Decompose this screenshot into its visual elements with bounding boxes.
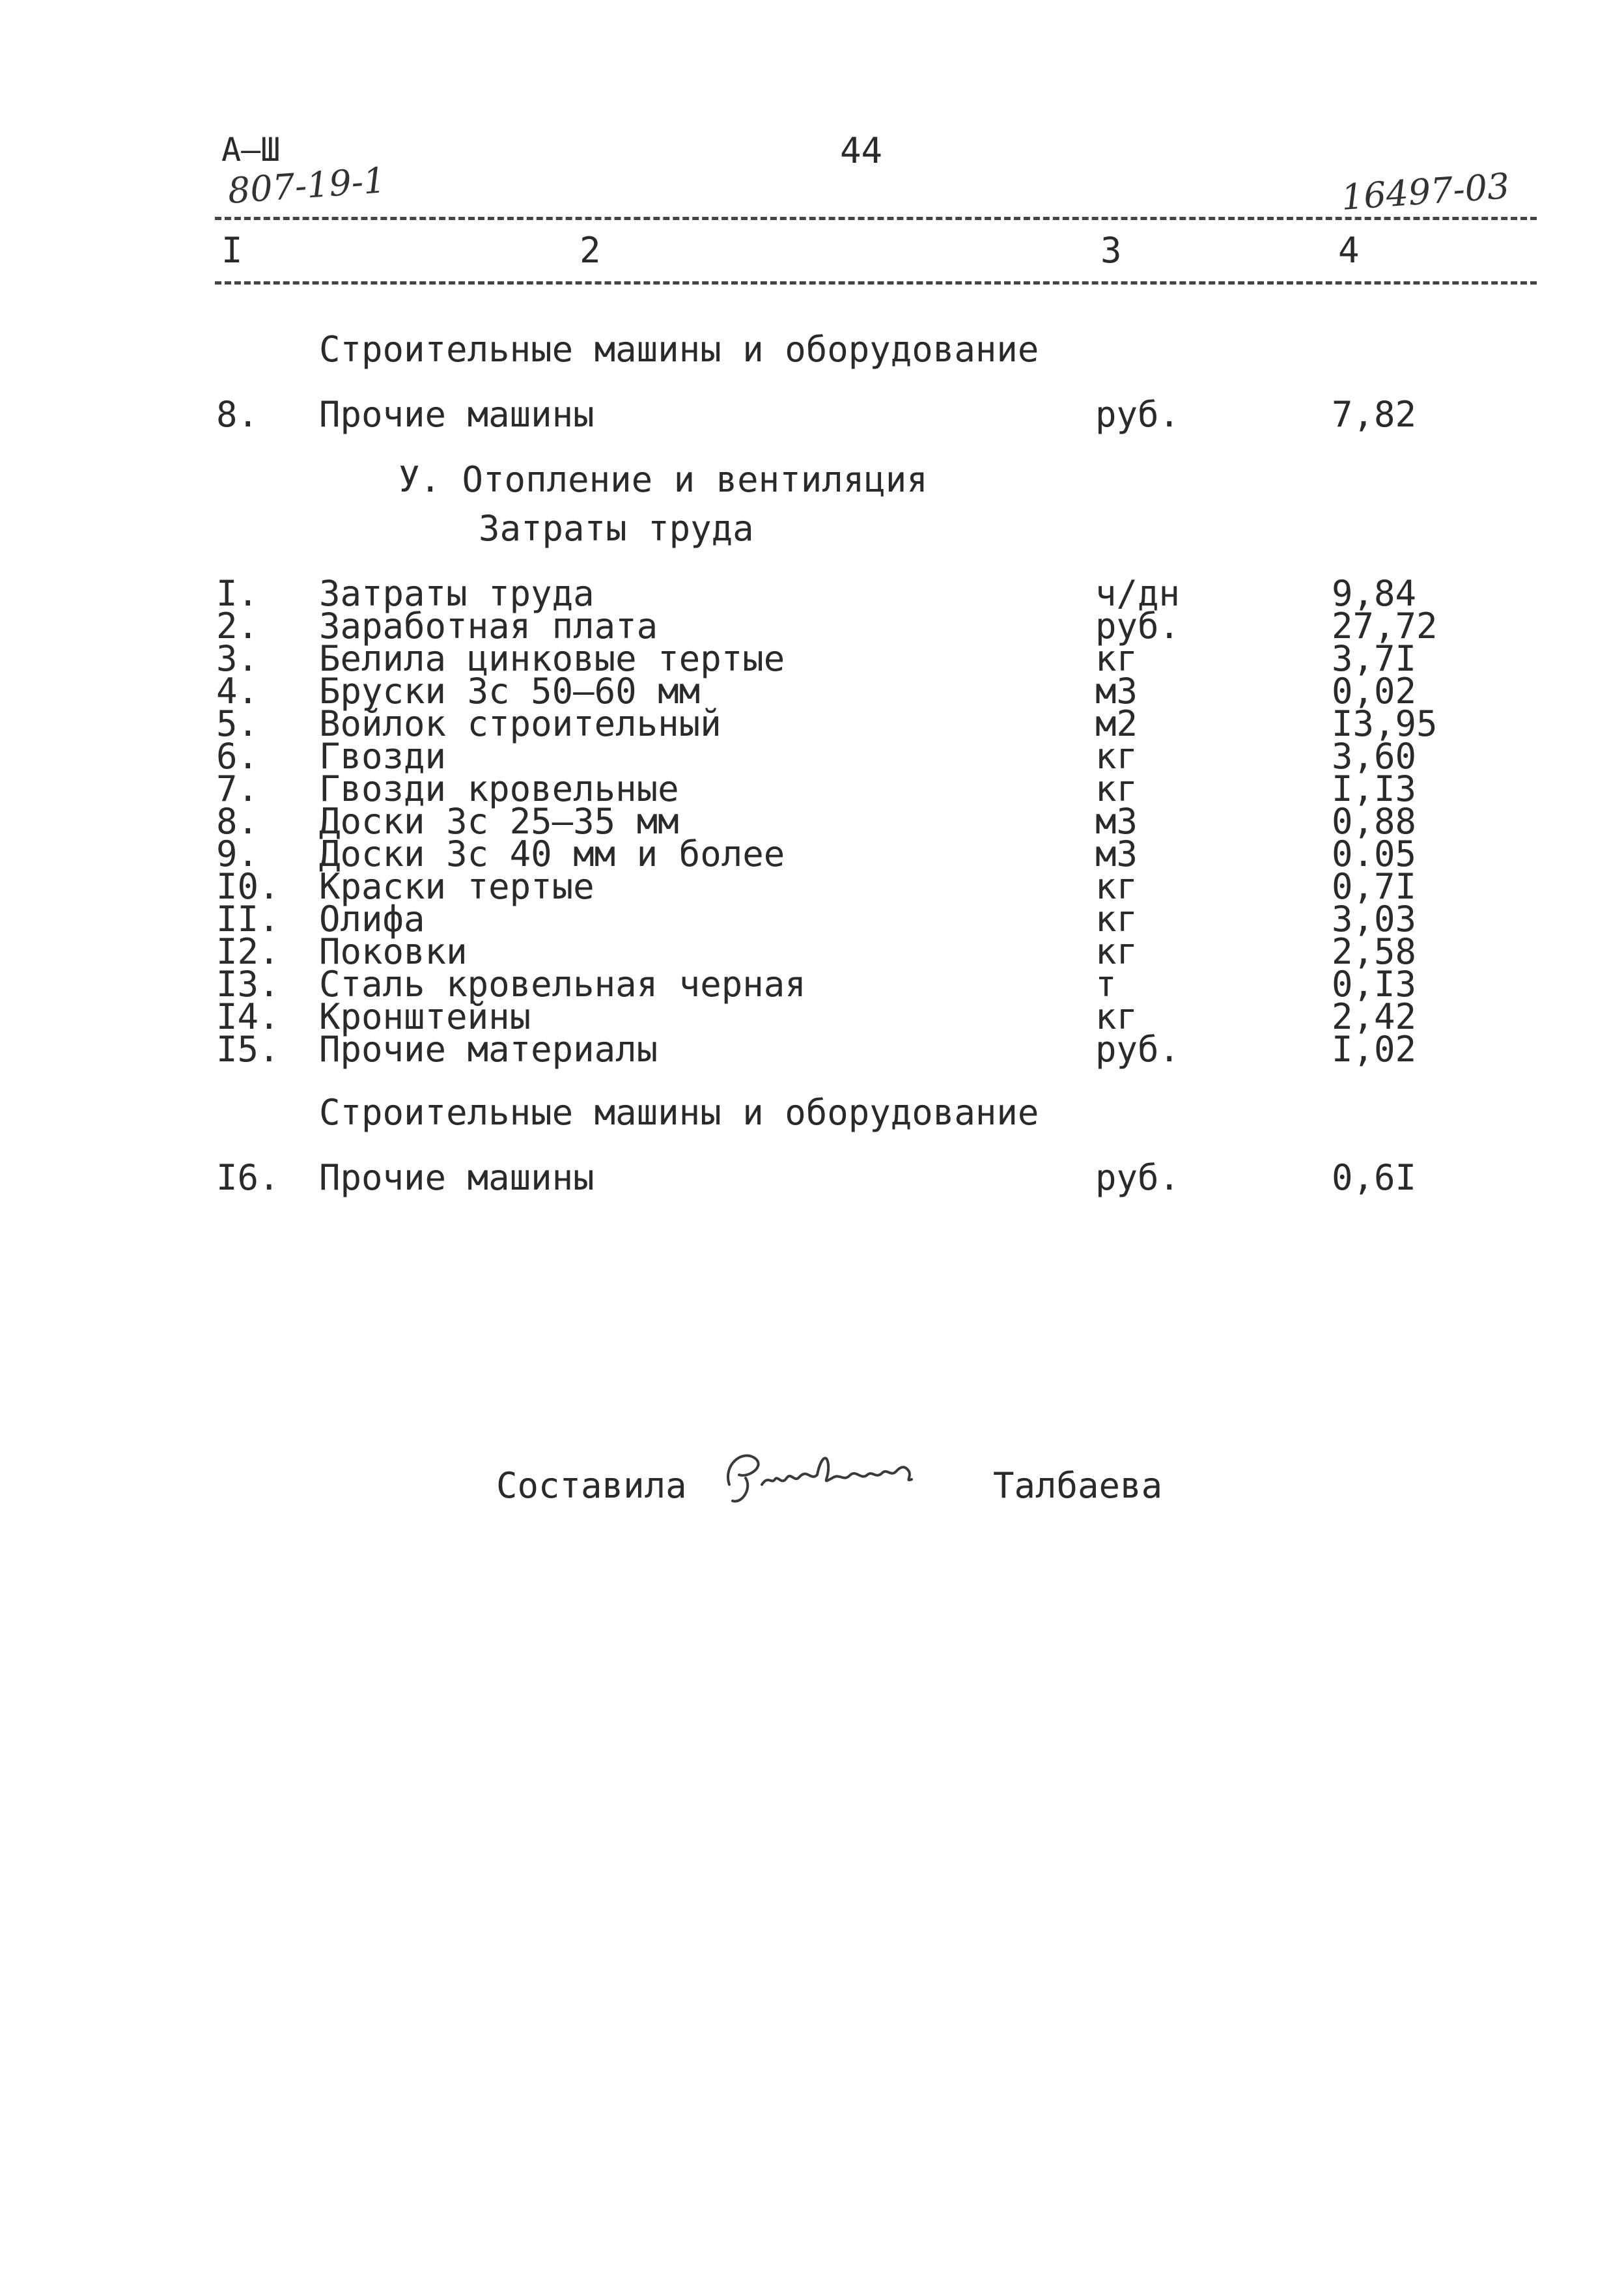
row-value: 0,88 [1332, 801, 1417, 842]
row-unit: кг [1095, 768, 1138, 809]
row-name: Поковки [319, 931, 468, 972]
row-name: Краски тертые [319, 866, 595, 907]
row-value: 0,I3 [1332, 964, 1417, 1005]
row-name: Прочие материалы [319, 1029, 658, 1070]
compiled-by-label: Составила [496, 1465, 687, 1506]
row-unit: руб. [1095, 394, 1181, 435]
row-value: 0,7I [1332, 866, 1417, 907]
row-unit: кг [1095, 866, 1138, 907]
table-row [0, 736, 1624, 777]
table-row [0, 866, 1624, 907]
row-number: 4. [216, 671, 259, 712]
row-unit: кг [1095, 931, 1138, 972]
column-header-2: 2 [580, 230, 601, 271]
row-name: Доски 3с 25–35 мм [319, 801, 679, 842]
row-number: 2. [216, 606, 259, 647]
column-header-4: 4 [1338, 230, 1360, 271]
table-row [0, 671, 1624, 712]
row-value: I,I3 [1332, 768, 1417, 809]
row-value: 9,84 [1332, 573, 1417, 614]
table-row [0, 833, 1624, 874]
table-row [0, 964, 1624, 1005]
row-number: 8. [216, 394, 259, 435]
row-number: I2. [216, 931, 280, 972]
row-name: Доски 3с 40 мм и более [319, 833, 785, 874]
row-name: Затраты труда [319, 573, 595, 614]
row-unit: т [1095, 964, 1117, 1005]
row-number: 6. [216, 736, 259, 777]
row-unit: кг [1095, 736, 1138, 777]
table-row [0, 703, 1624, 744]
row-unit: руб. [1095, 1157, 1181, 1198]
row-unit: руб. [1095, 606, 1181, 647]
row-name: Гвозди [319, 736, 447, 777]
row-number: II. [216, 899, 280, 940]
section-title-heating: У. Отопление и вентиляция [399, 459, 928, 500]
row-number: I3. [216, 964, 280, 1005]
row-value: 27,72 [1332, 606, 1438, 647]
row-unit: руб. [1095, 1029, 1181, 1070]
row-value: I3,95 [1332, 703, 1438, 744]
handwritten-inventory-number: 16497-03 [1339, 165, 1511, 218]
row-number: I. [216, 573, 259, 614]
row-unit: кг [1095, 996, 1138, 1037]
row-number: 5. [216, 703, 259, 744]
row-unit: кг [1095, 899, 1138, 940]
column-header-3: 3 [1100, 230, 1122, 271]
table-row [0, 931, 1624, 972]
section-subtitle-labor: Затраты труда [479, 508, 754, 549]
row-name: Заработная плата [319, 606, 658, 647]
row-name: Войлок строительный [319, 703, 721, 744]
header-bottom-divider [215, 281, 1537, 285]
row-name: Сталь кровельная черная [319, 964, 806, 1005]
row-number: I6. [216, 1157, 280, 1198]
table-row [0, 573, 1624, 614]
row-value: 7,82 [1332, 394, 1417, 435]
row-value: 3,60 [1332, 736, 1417, 777]
row-number: I5. [216, 1029, 280, 1070]
handwritten-series-number: 807-19-1 [226, 160, 387, 212]
row-name: Белила цинковые тертые [319, 638, 785, 679]
table-row [0, 606, 1624, 647]
row-unit: кг [1095, 638, 1138, 679]
row-value: I,02 [1332, 1029, 1417, 1070]
row-value: 0.05 [1332, 833, 1417, 874]
table-row [0, 1029, 1624, 1070]
row-name: Олифа [319, 899, 425, 940]
row-number: I4. [216, 996, 280, 1037]
row-name: Прочие машины [319, 1157, 595, 1198]
row-number: 3. [216, 638, 259, 679]
table-row [0, 899, 1624, 940]
compiler-name: Талбаева [993, 1465, 1163, 1506]
table-row [0, 801, 1624, 842]
row-value: 0,6I [1332, 1157, 1417, 1198]
row-number: 9. [216, 833, 259, 874]
handwritten-signature [716, 1439, 938, 1517]
row-number: I0. [216, 866, 280, 907]
row-value: 3,7I [1332, 638, 1417, 679]
table-row [0, 1157, 1624, 1198]
column-header-1: I [221, 230, 243, 271]
header-top-divider [215, 217, 1537, 220]
row-unit: м3 [1095, 833, 1138, 874]
row-value: 3,03 [1332, 899, 1417, 940]
row-value: 0,02 [1332, 671, 1417, 712]
row-number: 8. [216, 801, 259, 842]
table-row [0, 768, 1624, 809]
row-value: 2,42 [1332, 996, 1417, 1037]
row-unit: м2 [1095, 703, 1138, 744]
row-name: Гвозди кровельные [319, 768, 679, 809]
row-unit: ч/дн [1095, 573, 1181, 614]
row-value: 2,58 [1332, 931, 1417, 972]
row-name: Бруски 3с 50–60 мм [319, 671, 701, 712]
table-row [0, 394, 1624, 435]
doc-code: А–Ш [221, 131, 281, 169]
row-unit: м3 [1095, 801, 1138, 842]
table-row [0, 996, 1624, 1037]
row-number: 7. [216, 768, 259, 809]
row-unit: м3 [1095, 671, 1138, 712]
section-heading-machinery-2: Строительные машины и оборудование [319, 1092, 1039, 1133]
page-number: 44 [840, 130, 883, 171]
section-heading-machinery: Строительные машины и оборудование [319, 329, 1039, 370]
row-name: Прочие машины [319, 394, 595, 435]
table-row [0, 638, 1624, 679]
row-name: Кронштейны [319, 996, 531, 1037]
